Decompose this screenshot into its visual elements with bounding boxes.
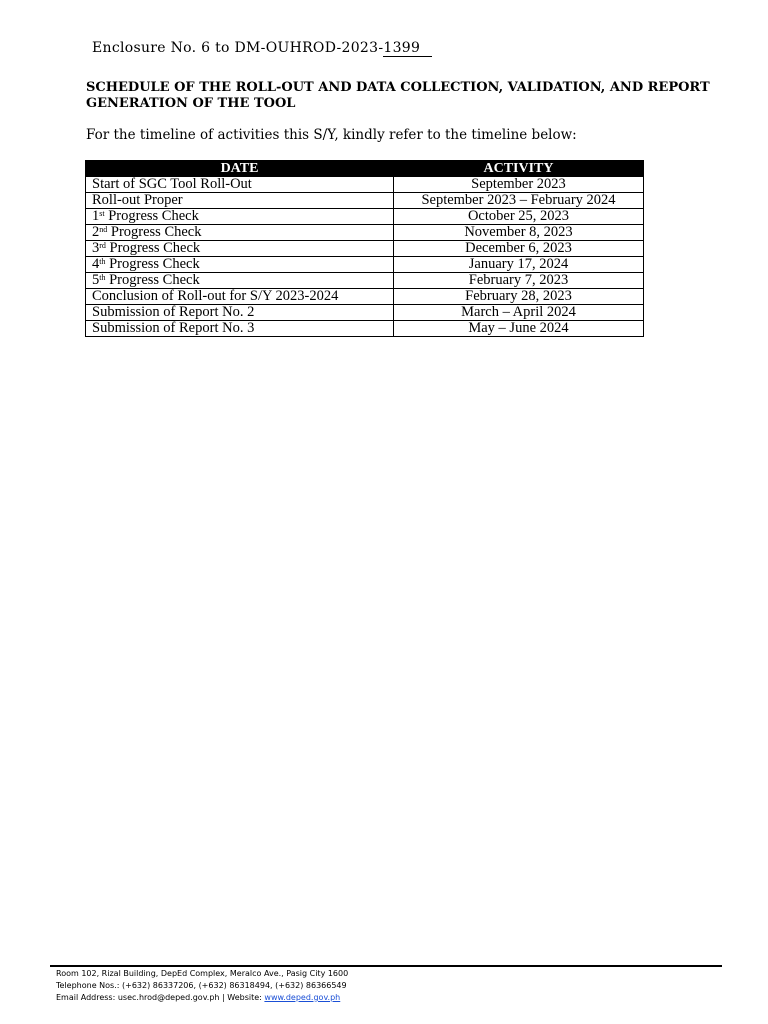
table-row [86,273,644,289]
column-header-activity: ACTIVITY [394,161,644,177]
table-row [86,321,644,337]
ordinal-suffix: th [99,273,106,282]
ordinal-suffix: st [99,209,105,218]
activity-cell: December 6, 2023 [394,241,644,257]
date-label: Progress Check [105,272,200,288]
activity-cell: September 2023 [394,177,644,193]
table-row [86,193,644,209]
ordinal-suffix: rd [99,241,106,250]
ordinal-number: 4 [92,256,100,272]
activity-cell: May – June 2024 [394,321,644,337]
document-title: SCHEDULE OF THE ROLL-OUT AND DATA COLLECTION, VALIDATION, AND REPORT GENERATION OF THE TOOL [86,80,710,111]
date-cell: Roll-out Proper [86,193,394,209]
footer [56,968,348,1004]
footer-telephone: Telephone Nos.: (+632) 86337206, (+632) 86318494, (+632) 86366549 [56,981,347,990]
table-header-row [86,161,644,177]
date-label: Progress Check [107,224,202,240]
ordinal-number: 3 [92,240,100,256]
enclosure-reference [92,40,432,57]
website-link[interactable]: www.deped.gov.ph [264,993,341,1002]
table-row [86,209,644,225]
date-cell [86,209,394,225]
date-cell [86,273,394,289]
activity-cell: October 25, 2023 [394,209,644,225]
date-label: Progress Check [105,240,201,256]
date-cell: Conclusion of Roll-out for S/Y 2023-2024 [86,289,394,305]
schedule-table [85,160,644,337]
ordinal-suffix: nd [99,225,108,234]
activity-cell: November 8, 2023 [394,225,644,241]
activity-cell: September 2023 – February 2024 [394,193,644,209]
footer-contact [56,992,348,1004]
enclosure-number: 1399 [383,41,432,57]
footer-address: Room 102, Rizal Building, DepEd Complex, Meralco Ave., Pasig City 1600 [56,969,349,978]
date-label: Progress Check [104,208,199,224]
date-cell: Start of SGC Tool Roll-Out [86,177,394,193]
table-row [86,241,644,257]
activity-cell: March – April 2024 [394,305,644,321]
footer-email: Email Address: usec.hrod@deped.gov.ph | Website: [56,993,265,1002]
ordinal-number: 2 [92,224,100,240]
activity-cell: February 28, 2023 [394,289,644,305]
enclosure-prefix: Enclosure No. 6 to DM-OUHROD-2023- [92,40,384,56]
intro-text: For the timeline of activities this S/Y, kindly refer to the timeline below: [86,127,577,143]
table-row [86,225,644,241]
date-cell: Submission of Report No. 2 [86,305,394,321]
activity-cell: February 7, 2023 [394,273,644,289]
activity-cell: January 17, 2024 [394,257,644,273]
ordinal-number: 1 [92,208,100,224]
table-row [86,289,644,305]
date-cell: Submission of Report No. 3 [86,321,394,337]
date-label: Progress Check [105,256,200,272]
ordinal-number: 5 [92,272,100,288]
footer-divider [50,965,722,967]
table-row [86,177,644,193]
date-cell [86,241,394,257]
ordinal-suffix: th [99,257,106,266]
date-cell [86,225,394,241]
table-row [86,257,644,273]
table-row [86,305,644,321]
date-cell [86,257,394,273]
column-header-date: DATE [86,161,394,177]
